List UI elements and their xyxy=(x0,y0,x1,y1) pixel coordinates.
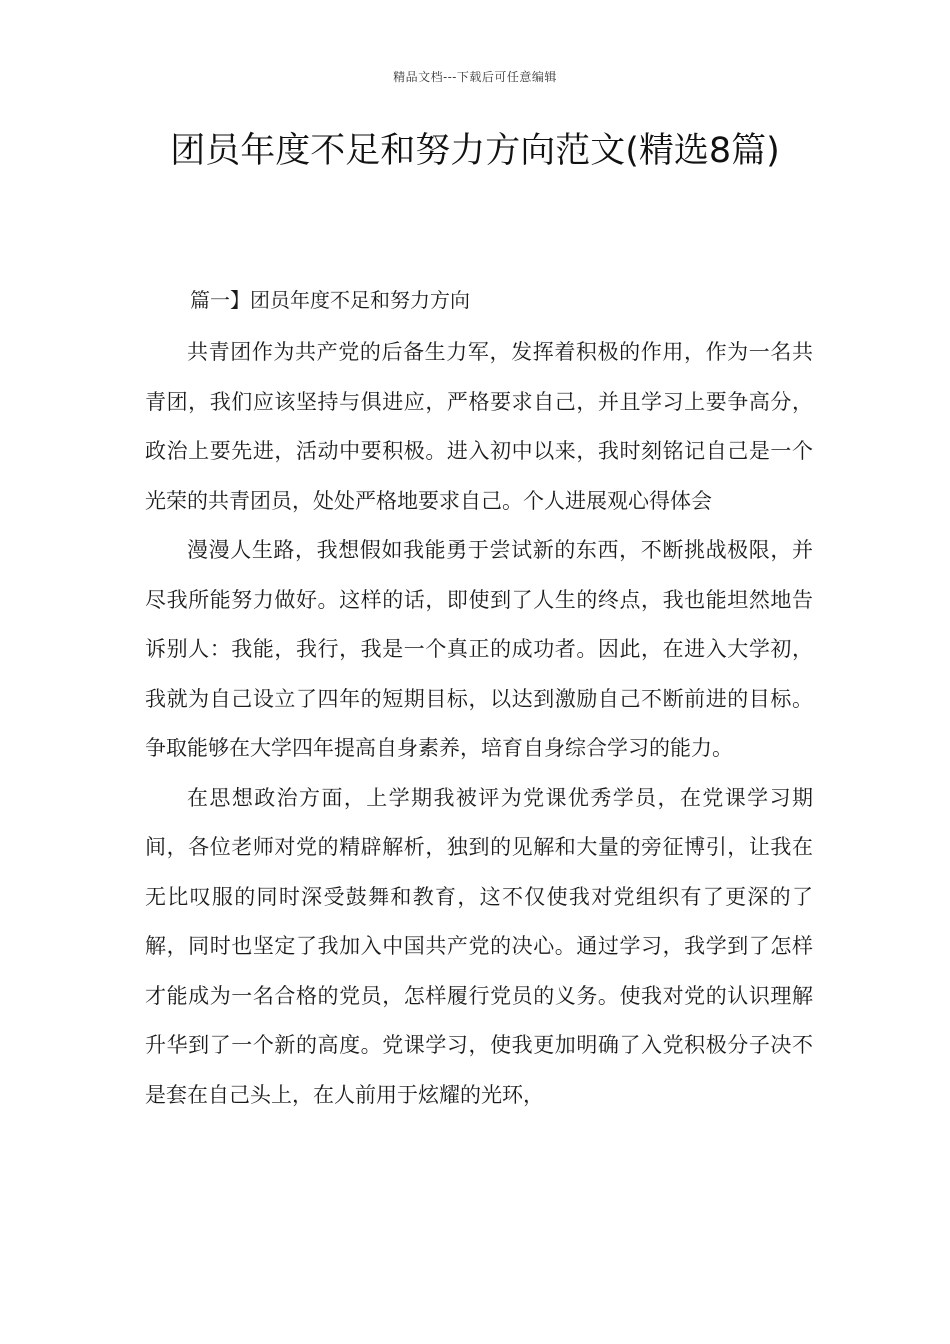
paragraph-2: 漫漫人生路，我想假如我能勇于尝试新的东西，不断挑战极限，并尽我所能努力做好。这样的话，即使到了人生的终点，我也能坦然地告诉别人：我能，我行，我是一个真正的成功者。因此，在进入大学初，我就为自己设立了四年的短期目标，以达到激励自己不断前进的目标。争取能够在大学四年提高自身素养，培育自身综合学习的能力。 xyxy=(145,538,813,760)
paragraph-3: 在思想政治方面，上学期我被评为党课优秀学员，在党课学习期间，各位老师对党的精辟解析，独到的见解和大量的旁征博引，让我在无比叹服的同时深受鼓舞和教育，这不仅使我对党组织有了更深的了解，同时也坚定了我加入中国共产党的决心。通过学习，我学到了怎样才能成为一名合格的党员，怎样履行党员的义务。使我对党的认识理解升华到了一个新的高度。党课学习，使我更加明确了入党积极分子决不是套在自己头上，在人前用于炫耀的光环， xyxy=(145,785,813,1107)
header-note: 精品文档---下载后可任意编辑 xyxy=(393,70,557,84)
section-heading: 篇一】团员年度不足和努力方向 xyxy=(190,288,470,312)
document-body xyxy=(145,328,813,1120)
document-title: 团员年度不足和努力方向范文(精选8篇) xyxy=(170,131,780,171)
paragraph-1: 共青团作为共产党的后备生力军，发挥着积极的作用，作为一名共青团，我们应该坚持与俱进应，严格要求自己，并且学习上要争高分，政治上要先进，活动中要积极。进入初中以来，我时刻铭记自己是一个光荣的共青团员，处处严格地要求自己。个人进展观心得体会 xyxy=(145,340,813,513)
